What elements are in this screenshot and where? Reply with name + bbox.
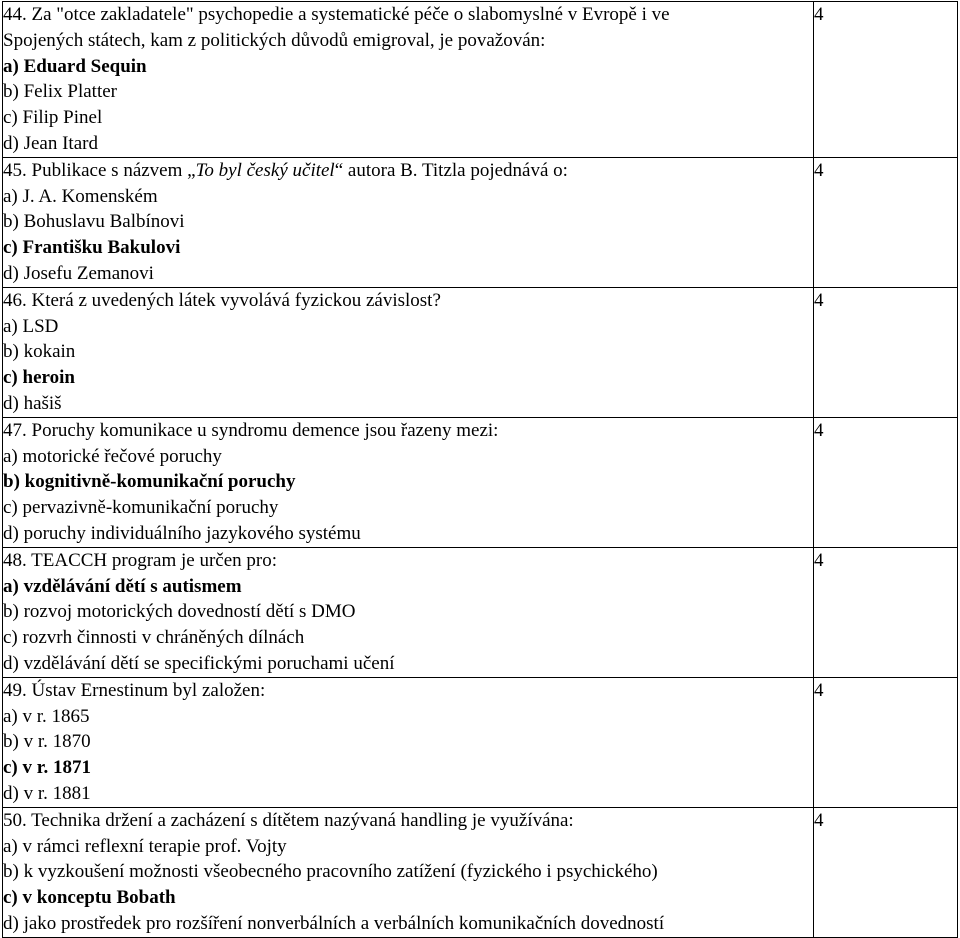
- answer-option: b) v r. 1870: [3, 731, 91, 753]
- points-cell: 4: [814, 287, 958, 417]
- question-text: 49. Ústav Ernestinum byl založen:: [3, 679, 266, 701]
- question-cell: [3, 677, 814, 807]
- answer-option: b) Felix Platter: [3, 81, 117, 103]
- question-row: [3, 677, 958, 807]
- answer-option: Spojených státech, kam z politických důvodů emigroval, je považován:: [3, 29, 546, 51]
- answer-option: a) LSD: [3, 315, 59, 337]
- answer-option: a) J. A. Komenském: [3, 185, 158, 207]
- answer-option: d) v r. 1881: [3, 782, 91, 804]
- points-cell: 4: [814, 547, 958, 677]
- question-cell: [3, 2, 814, 158]
- question-row: [3, 547, 958, 677]
- question-cell: [3, 417, 814, 547]
- answer-option: b) Bohuslavu Balbínovi: [3, 211, 185, 233]
- question-cell: [3, 547, 814, 677]
- answer-option: b) k vyzkoušení možnosti všeobecného pracovního zatížení (fyzického i psychického): [3, 861, 658, 883]
- points-cell: 4: [814, 677, 958, 807]
- answer-option: b) kokain: [3, 341, 76, 363]
- correct-answer-option: a) Eduard Sequin: [3, 55, 147, 77]
- question-text: 45. Publikace s názvem „To byl český učitel“ autora B. Titzla pojednává o:: [3, 159, 568, 181]
- answer-option: d) hašiš: [3, 392, 62, 414]
- answer-option: a) motorické řečové poruchy: [3, 445, 222, 467]
- correct-answer-option: c) v konceptu Bobath: [3, 887, 176, 909]
- answer-option: c) rozvrh činnosti v chráněných dílnách: [3, 627, 305, 649]
- answer-option: c) Filip Pinel: [3, 107, 103, 129]
- answer-option: d) Josefu Zemanovi: [3, 262, 154, 284]
- answer-option: d) vzdělávání dětí se specifickými poruchami učení: [3, 652, 395, 674]
- correct-answer-option: a) vzdělávání dětí s autismem: [3, 575, 242, 597]
- question-text: 46. Která z uvedených látek vyvolává fyzickou závislost?: [3, 289, 441, 311]
- points-cell: 4: [814, 807, 958, 937]
- quiz-table: [2, 1, 958, 938]
- question-text: 47. Poruchy komunikace u syndromu demence jsou řazeny mezi:: [3, 419, 499, 441]
- question-text: 48. TEACCH program je určen pro:: [3, 549, 278, 571]
- answer-option: d) Jean Itard: [3, 132, 98, 154]
- points-cell: 4: [814, 157, 958, 287]
- question-row: [3, 157, 958, 287]
- correct-answer-option: c) heroin: [3, 367, 75, 389]
- answer-option: b) rozvoj motorických dovedností dětí s DMO: [3, 601, 356, 623]
- question-cell: [3, 157, 814, 287]
- points-cell: 4: [814, 2, 958, 158]
- answer-option: a) v rámci reflexní terapie prof. Vojty: [3, 835, 287, 857]
- answer-option: d) jako prostředek pro rozšíření nonverbálních a verbálních komunikačních dovedností: [3, 912, 665, 934]
- correct-answer-option: c) Františku Bakulovi: [3, 237, 181, 259]
- question-row: [3, 287, 958, 417]
- question-row: [3, 807, 958, 937]
- quiz-body: [3, 2, 958, 938]
- question-row: [3, 417, 958, 547]
- question-row: [3, 2, 958, 158]
- points-cell: 4: [814, 417, 958, 547]
- question-cell: [3, 807, 814, 937]
- correct-answer-option: c) v r. 1871: [3, 757, 91, 779]
- correct-answer-option: b) kognitivně-komunikační poruchy: [3, 471, 296, 493]
- answer-option: d) poruchy individuálního jazykového systému: [3, 522, 361, 544]
- answer-option: c) pervazivně-komunikační poruchy: [3, 497, 279, 519]
- question-cell: [3, 287, 814, 417]
- answer-option: a) v r. 1865: [3, 705, 90, 727]
- question-text: 44. Za "otce zakladatele" psychopedie a systematické péče o slabomyslné v Evropě i ve: [3, 4, 670, 25]
- book-title: To byl český učitel: [195, 159, 335, 181]
- question-text: 50. Technika držení a zacházení s dítětem nazývaná handling je využívána:: [3, 809, 574, 831]
